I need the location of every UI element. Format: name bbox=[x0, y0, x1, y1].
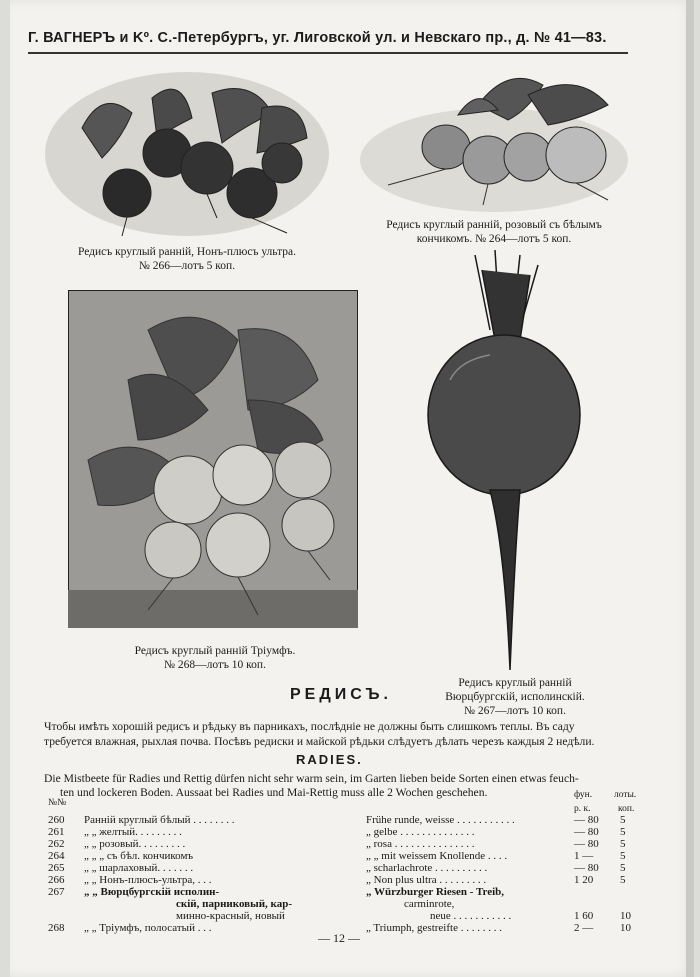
row-number: 261 bbox=[48, 826, 65, 838]
row-name-de: „ rosa . . . . . . . . . . . . . . . bbox=[366, 838, 475, 850]
page-header: Г. ВАГНЕРЪ и Kº. С.-Петербургъ, уг. Лиговской ул. и Невскаго пр., д. № 41—83. bbox=[28, 30, 607, 46]
col-head-lot: лоты. bbox=[614, 790, 637, 800]
caption-266-line2: № 266—лотъ 5 коп. bbox=[138, 260, 236, 272]
col-head-number: №№ bbox=[48, 798, 67, 808]
col-subhead-price: р. к. bbox=[574, 804, 591, 814]
row-price: 1 — bbox=[574, 850, 594, 862]
caption-268-line2: № 268—лотъ 10 коп. bbox=[164, 659, 266, 671]
row-lot: 5 bbox=[620, 838, 626, 850]
caption-264 bbox=[358, 218, 630, 246]
row-price: 1 20 bbox=[574, 874, 594, 886]
row-name-de: carminrote, bbox=[404, 898, 455, 910]
table-row bbox=[44, 910, 642, 922]
row-name-ru: „ „ желтый. . . . . . . . . bbox=[84, 826, 182, 838]
table-row bbox=[44, 898, 642, 910]
row-name-de: „ gelbe . . . . . . . . . . . . . . bbox=[366, 826, 475, 838]
row-name-ru: „ „ „ съ бѣл. кончикомъ bbox=[84, 850, 194, 862]
de-section-title: RADIES. bbox=[296, 752, 363, 767]
row-name-ru: „ „ розовый. . . . . . . . . bbox=[84, 838, 186, 850]
table-row bbox=[44, 838, 642, 850]
table-row bbox=[44, 874, 642, 886]
row-name-ru: „ „ Тріумфъ, полосатый . . . bbox=[84, 922, 212, 934]
caption-264-line1: Редисъ круглый ранній, розовый съ бѣлымъ bbox=[386, 219, 602, 231]
row-price: 1 60 bbox=[574, 910, 594, 922]
row-price: — 80 bbox=[574, 814, 599, 826]
row-name-ru: „ „ шарлаховый. . . . . . . bbox=[84, 862, 194, 874]
row-name-de: „ Würzburger Riesen - Treib, bbox=[366, 886, 505, 898]
radish-illustration-wurzburg bbox=[420, 250, 590, 675]
caption-267-line3: № 267—лотъ 10 коп. bbox=[464, 705, 566, 717]
caption-264-line2: кончикомъ. № 264—лотъ 5 коп. bbox=[416, 233, 572, 245]
row-number: 264 bbox=[48, 850, 65, 862]
row-price: — 80 bbox=[574, 838, 599, 850]
row-number: 262 bbox=[48, 838, 65, 850]
row-name-de: Frühe runde, weisse . . . . . . . . . . . bbox=[366, 814, 515, 826]
header-rule bbox=[28, 52, 628, 54]
table-row bbox=[44, 850, 642, 862]
page-number: — 12 — bbox=[318, 931, 360, 945]
caption-268-line1: Редисъ круглый ранній Тріумфъ. bbox=[134, 645, 296, 657]
row-lot: 5 bbox=[620, 826, 626, 838]
row-name-ru: минно-красный, новый bbox=[176, 910, 285, 922]
radish-photo-triumph bbox=[68, 290, 358, 628]
row-lot: 10 bbox=[620, 910, 631, 922]
radish-illustration-non-plus-ultra bbox=[42, 68, 332, 240]
row-lot: 10 bbox=[620, 922, 631, 934]
col-head-price: фун. bbox=[574, 790, 593, 800]
row-name-ru: „ „ Нонъ-плюсъ-ультра, . . . bbox=[84, 874, 212, 886]
row-name-ru: Ранній круглый бѣлый . . . . . . . . bbox=[84, 814, 235, 826]
page-edge bbox=[686, 0, 694, 977]
row-number: 267 bbox=[48, 886, 65, 898]
caption-268 bbox=[90, 644, 340, 672]
row-name-de: „ Triumph, gestreifte . . . . . . . . bbox=[366, 922, 502, 934]
row-lot: 5 bbox=[620, 814, 626, 826]
row-lot: 5 bbox=[620, 862, 626, 874]
row-name-ru: „ „ Вюрцбургскій исполин- bbox=[84, 886, 220, 898]
row-name-ru: скій, парниковый, кар- bbox=[176, 898, 292, 910]
section-title: РЕДИСЪ. bbox=[290, 686, 392, 703]
row-name-de: neue . . . . . . . . . . . bbox=[430, 910, 512, 922]
table-row bbox=[44, 814, 642, 826]
ru-intro-line2: требуется влажная, рыхлая почва. Посѣвъ редиски и майской рѣдьки слѣдуетъ дѣлать черезъ каждыя 2 недѣли. bbox=[44, 735, 595, 748]
row-number: 268 bbox=[48, 922, 65, 934]
ru-intro-line1: Чтобы имѣть хорошій редисъ и рѣдьку въ парникахъ, послѣдніе не должны быть слишкомъ теплы. Въ саду bbox=[44, 720, 575, 733]
row-number: 266 bbox=[48, 874, 65, 886]
row-lot: 5 bbox=[620, 874, 626, 886]
col-subhead-lot: коп. bbox=[618, 804, 635, 814]
row-name-de: „ „ mit weissem Knollende . . . . bbox=[366, 850, 508, 862]
caption-267 bbox=[420, 676, 610, 718]
table-row bbox=[44, 862, 642, 874]
row-name-de: „ scharlachrote . . . . . . . . . . bbox=[366, 862, 488, 874]
row-price: — 80 bbox=[574, 826, 599, 838]
row-price: 2 — bbox=[574, 922, 594, 934]
caption-267-line1: Редисъ круглый ранній bbox=[458, 677, 572, 689]
row-lot: 5 bbox=[620, 850, 626, 862]
de-intro-line2: ten und lockeren Boden. Aussaat bei Radies und Mai-Rettig muss alle 2 Wochen geschehen. bbox=[60, 786, 488, 799]
caption-266 bbox=[52, 245, 322, 273]
caption-267-line2: Вюрцбургскій, исполинскій. bbox=[445, 691, 585, 703]
radish-illustration-pink-white-tip bbox=[358, 65, 630, 215]
row-number: 265 bbox=[48, 862, 65, 874]
row-price: — 80 bbox=[574, 862, 599, 874]
row-number: 260 bbox=[48, 814, 65, 826]
row-name-de: „ Non plus ultra . . . . . . . . . bbox=[366, 874, 487, 886]
table-row bbox=[44, 826, 642, 838]
caption-266-line1: Редисъ круглый ранній, Нонъ-плюсъ ультра. bbox=[77, 246, 297, 258]
table-row bbox=[44, 886, 642, 898]
de-intro-line1: Die Mistbeete für Radies und Rettig dürfen nicht sehr warm sein, im Garten lieben beide Sorten einen etwas feuch- bbox=[44, 772, 579, 785]
